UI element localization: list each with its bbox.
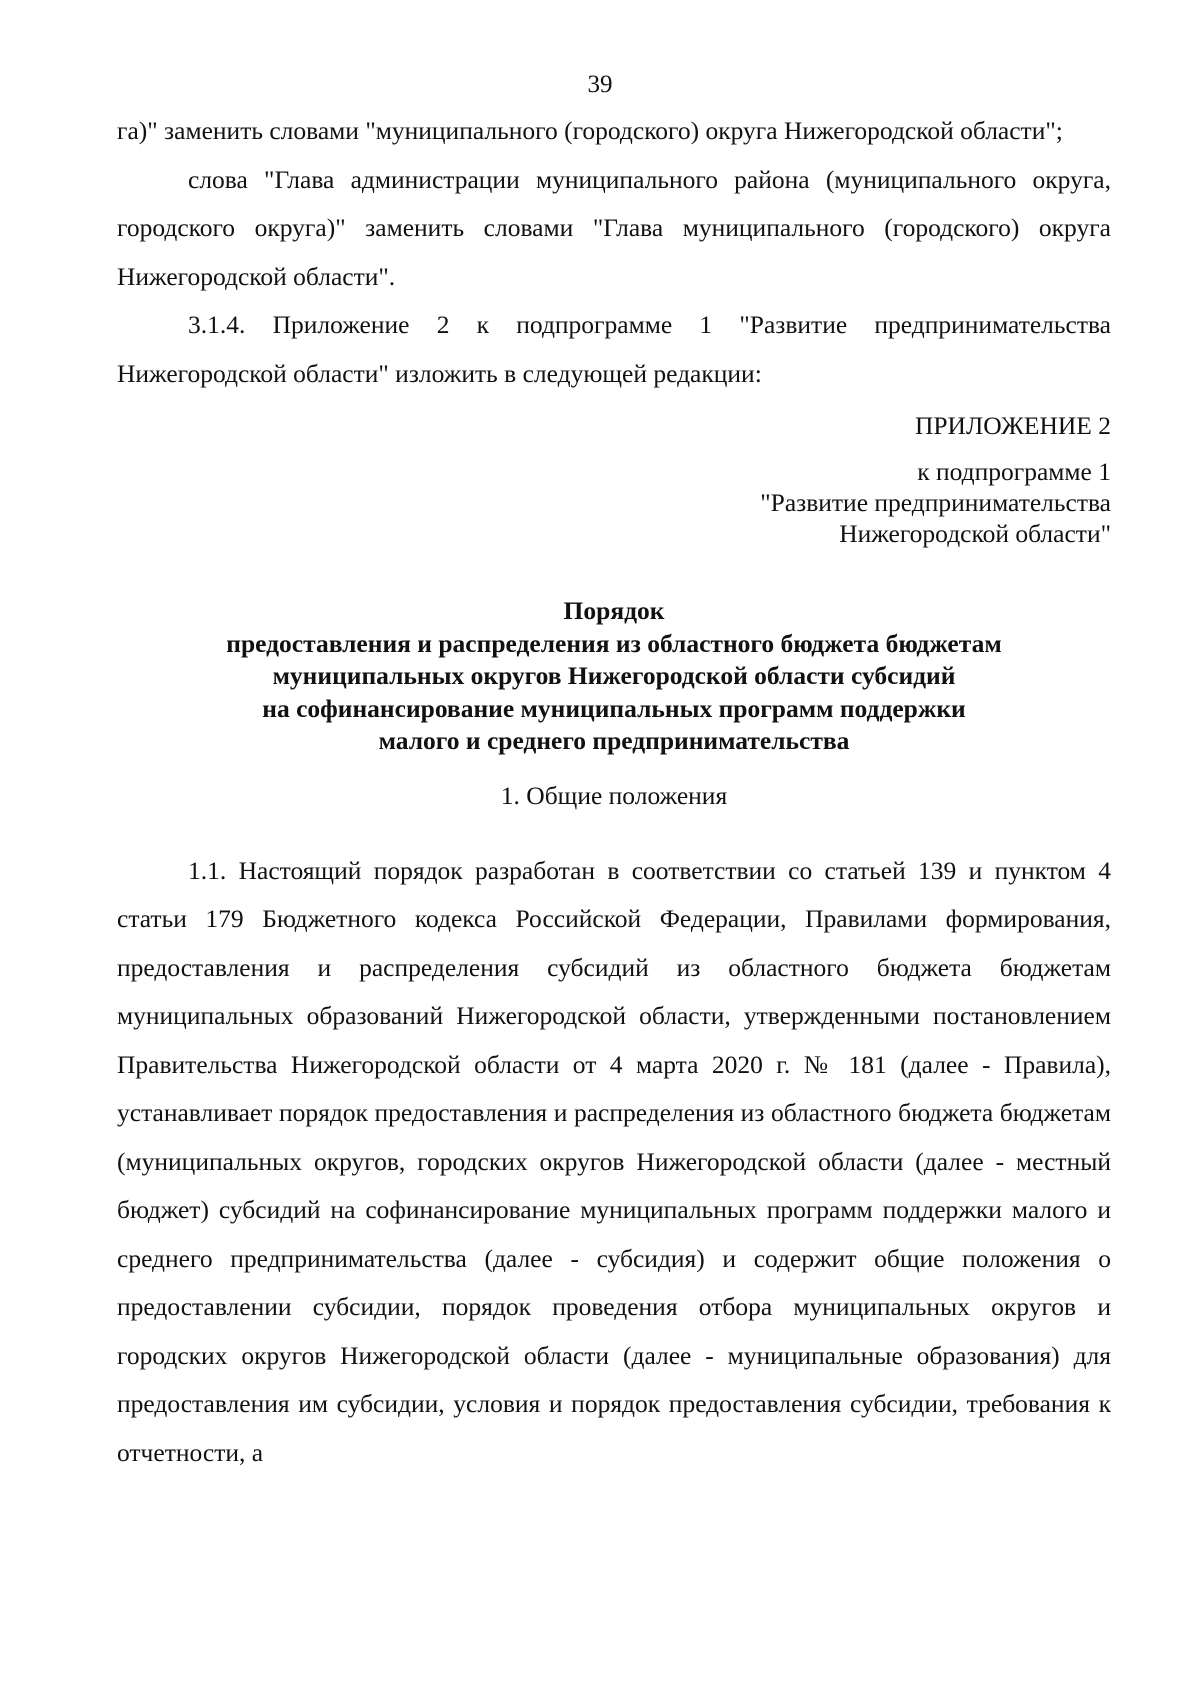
order-heading-line: на софинансирование муниципальных программ поддержки: [262, 693, 966, 723]
section-body: [117, 847, 1111, 1478]
order-heading-line: малого и среднего предпринимательства: [378, 726, 850, 755]
intro-paragraph-replacement: слова "Глава администрации муниципального района (муниципального округа, городского округа)" заменить словами "Глава муниципального (городского) округа Нижегородской области".: [117, 164, 1111, 291]
body-paragraph: 1.1. Настоящий порядок разработан в соответствии со статьей 139 и пунктом 4 статьи 179 Бюджетного кодекса Российской Федерации, Правилами формирования, предоставления и распределения субсидий из областного бюджета бюджетам муниципальных образований Нижегородской области, утвержденными постановлением Правительства Нижегородской области от 4 марта 2020 г. № 181 (далее - Правила), устанавливает порядок предоставления и распределения из областного бюджета бюджетам (муниципальных округов, городских округов Нижегородской области (далее - местный бюджет) субсидий на софинансирование муниципальных программ поддержки малого и среднего предпринимательства (далее - субсидия) и содержит общие положения о предоставлении субсидии, порядок проведения отбора муниципальных округов и городских округов Нижегородской области (далее - муниципальные образования) для предоставления им субсидии, условия и порядок предоставления субсидии, требования к отчетности, а: [117, 855, 1111, 1467]
order-heading-line: предоставления и распределения из областного бюджета бюджетам: [226, 628, 1002, 658]
section-title: 1. Общие положения: [500, 780, 728, 810]
order-heading-line: муниципальных округов Нижегородской области субсидий: [272, 661, 956, 690]
page-number: 39: [587, 71, 613, 98]
appendix-reference-line: Нижегородской области": [839, 519, 1111, 548]
appendix-reference-line: "Развитие предпринимательства: [760, 488, 1111, 517]
appendix-title: ПРИЛОЖЕНИЕ 2: [914, 411, 1111, 440]
intro-paragraph-continuation: га)" заменить словами "муниципального (городского) округа Нижегородской области";: [117, 116, 1063, 145]
intro-paragraph-appendix-note: 3.1.4. Приложение 2 к подпрограмме 1 "Развитие предпринимательства Нижегородской области" изложить в следующей редакции:: [117, 310, 1111, 388]
appendix-reference: [117, 456, 1111, 549]
order-heading: [117, 595, 1111, 758]
appendix-reference-line: к подпрограмме 1: [917, 457, 1111, 486]
document-content: [117, 107, 1111, 1477]
order-heading-line: Порядок: [563, 596, 665, 625]
